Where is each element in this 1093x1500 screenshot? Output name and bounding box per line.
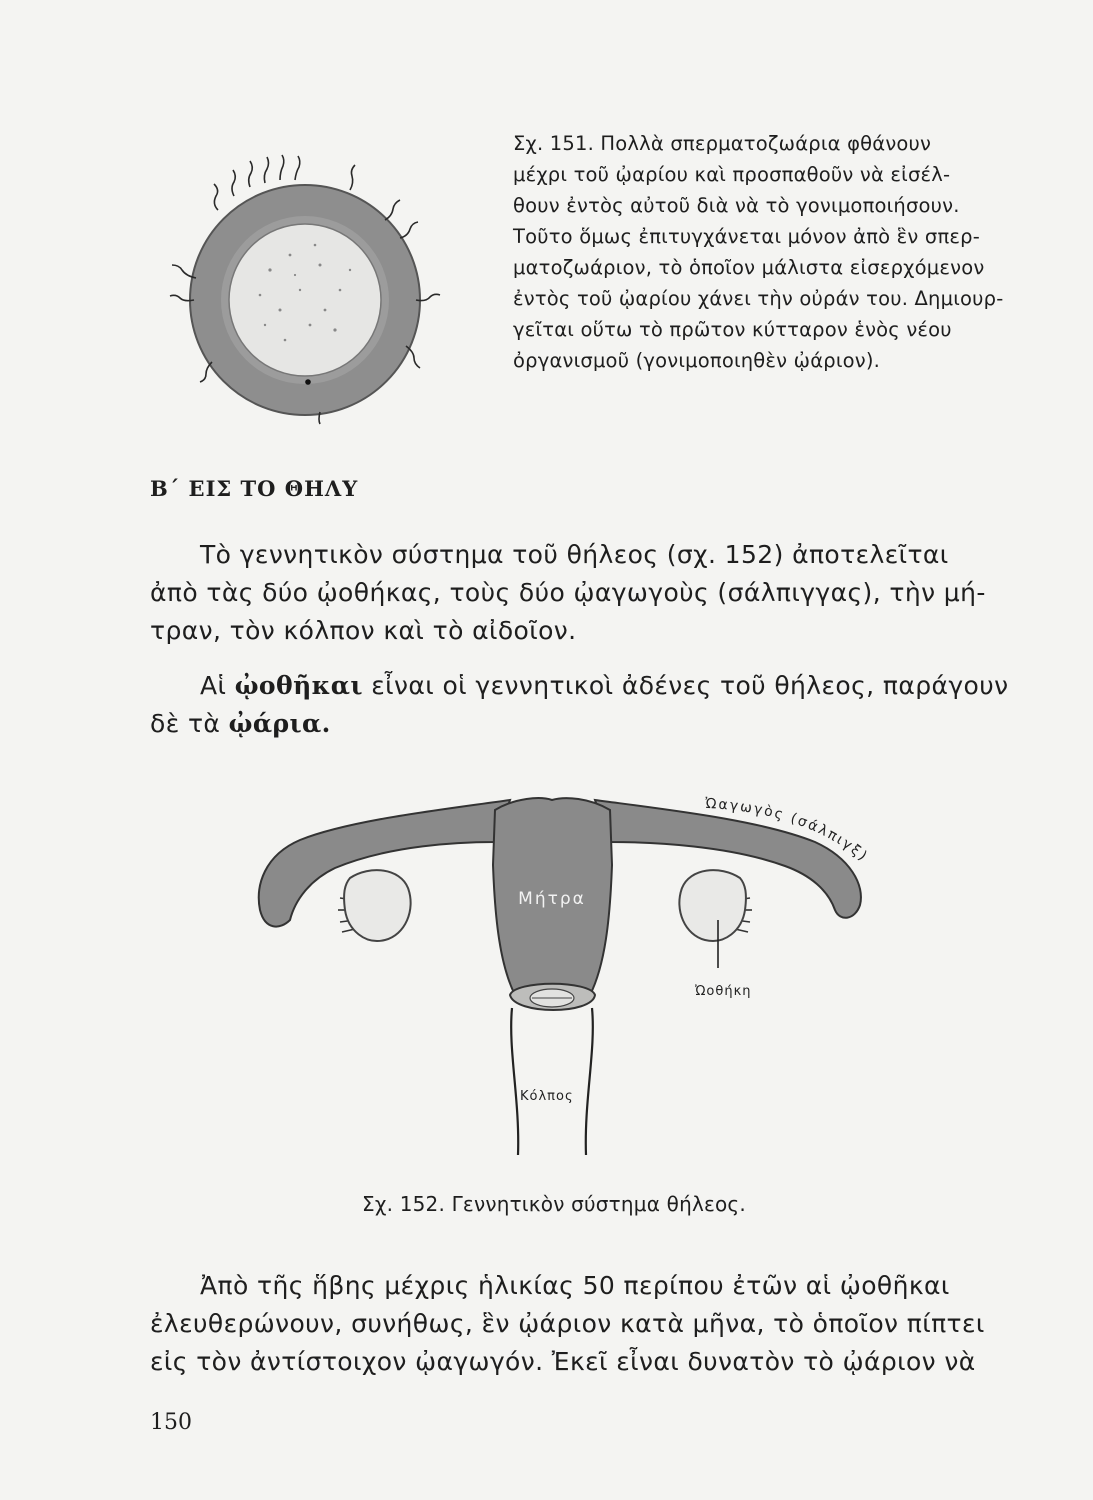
text-line <box>150 667 1009 705</box>
text-run: Αἱ <box>200 671 235 700</box>
caption-line: γεῖται οὕτω τὸ πρῶτον κύτταρον ἑνὸς νέου <box>513 318 952 341</box>
section-title: Β΄ ΕΙΣ ΤΟ ΘΗΛΥ <box>150 476 359 501</box>
text-line: ἐλευθερώνουν, συνήθως, ἓν ᾠάριον κατὰ μῆνα, τὸ ὁποῖον πίπτει <box>150 1309 985 1338</box>
text-line: τραν, τὸν κόλπον καὶ τὸ αἰδοῖον. <box>150 616 577 645</box>
paragraph-2 <box>150 667 1009 743</box>
caption-line: ἐντὸς τοῦ ᾠαρίου χάνει τὴν οὐράν του. Δημιουρ- <box>513 287 1004 310</box>
text-line: ἀπὸ τὰς δύο ᾠοθήκας, τοὺς δύο ᾠαγωγοὺς (σάλπιγγας), τὴν μή- <box>150 578 986 607</box>
figure-151-caption <box>513 128 1004 376</box>
text-line: Τὸ γεννητικὸν σύστημα τοῦ θήλεος (σχ. 152) ἀποτελεῖται <box>200 540 949 569</box>
label-vagina: Κόλπος <box>520 1089 574 1104</box>
figure-151-ovum-illustration <box>160 150 460 450</box>
caption-line: μέχρι τοῦ ᾠαρίου καὶ προσπαθοῦν νὰ εἰσέλ- <box>513 163 951 186</box>
caption-line: ματοζωάριον, τὸ ὁποῖον μάλιστα εἰσερχόμενον <box>513 256 985 279</box>
figure-152-reproductive-system-diagram <box>240 770 940 1170</box>
figure-152-caption: Σχ. 152. Γεννητικὸν σύστημα θήλεος. <box>362 1192 746 1216</box>
text-line <box>150 705 1000 743</box>
caption-line: Τοῦτο ὅμως ἐπιτυγχάνεται μόνον ἀπὸ ἓν σπερ- <box>513 225 980 248</box>
bold-term-ova: ᾠάρια. <box>228 709 331 738</box>
page-number: 150 <box>150 1410 192 1435</box>
text-run: δὲ τὰ <box>150 709 229 738</box>
caption-line: θουν ἐντὸς αὐτοῦ διὰ νὰ τὸ γονιμοποιήσουν. <box>513 194 960 217</box>
text-line: εἰς τὸν ἀντίστοιχον ᾠαγωγόν. Ἐκεῖ εἶναι δυνατὸν τὸ ᾠάριον νὰ <box>150 1347 976 1376</box>
label-ovary: Ὠοθήκη <box>695 984 752 999</box>
label-tube-text: Ὠαγωγὸς (σάλπιγξ) <box>704 795 872 866</box>
bold-term-ovaries: ᾠοθῆκαι <box>234 671 363 700</box>
caption-line: Σχ. 151. Πολλὰ σπερματοζωάρια φθάνουν <box>513 132 932 155</box>
caption-line: ὀργανισμοῦ (γονιμοποιηθὲν ᾠάριον). <box>513 349 881 372</box>
paragraph-1 <box>150 536 1000 650</box>
label-uterus: Μήτρα <box>518 889 586 909</box>
text-line: Ἀπὸ τῆς ἥβης μέχρις ἡλικίας 50 περίπου ἐτῶν αἱ ᾠοθῆκαι <box>200 1271 950 1300</box>
paragraph-3 <box>150 1267 1000 1381</box>
text-run: εἶναι οἱ γεννητικοὶ ἀδένες τοῦ θήλεος, παράγουν <box>362 671 1009 700</box>
